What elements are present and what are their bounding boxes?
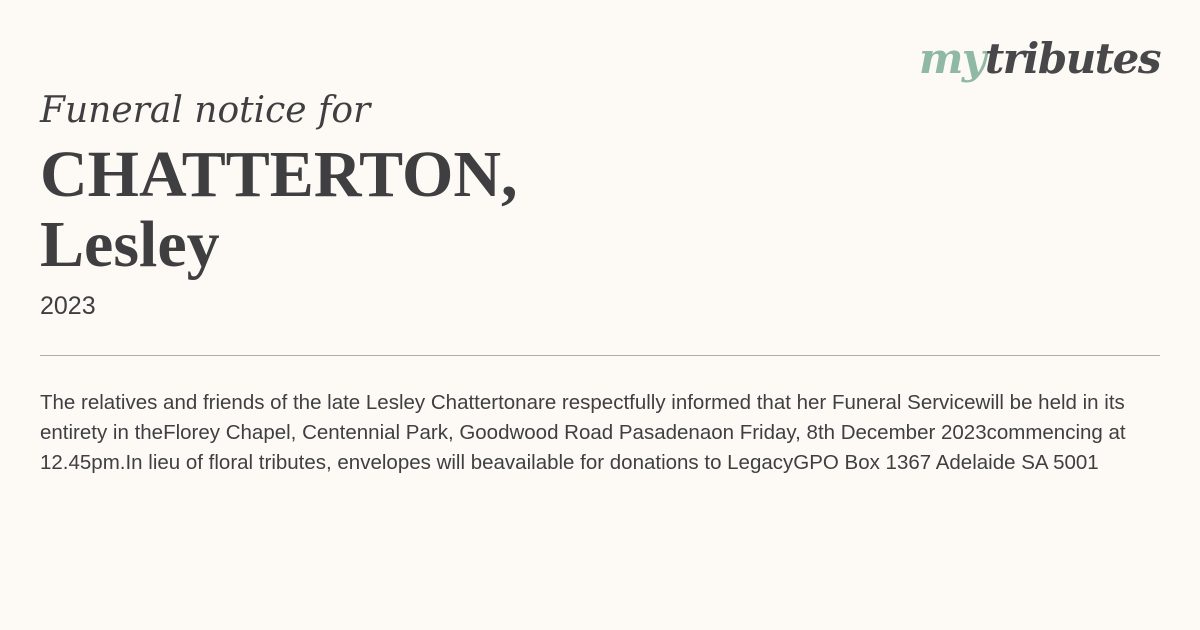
- logo-text-tributes: tributes: [984, 34, 1160, 83]
- notice-body: The relatives and friends of the late Lesley Chattertonare respectfully informed that her Funeral Servicewill be held in its entirety in theFlorey Chapel, Centennial Park, Goodwood Road Pasadenaon Friday, 8th December 2023commencing at 12.45pm.In lieu of floral tributes, envelopes will beavailable for donations to LegacyGPO Box 1367 Adelaide SA 5001: [40, 391, 1126, 474]
- notice-year: 2023: [40, 292, 96, 320]
- logo-text-my: my: [918, 34, 985, 83]
- deceased-name: [40, 140, 518, 280]
- mytributes-logo[interactable]: [919, 34, 1160, 84]
- deceased-surname: CHATTERTON,: [40, 138, 518, 211]
- notice-subtitle: Funeral notice for: [40, 90, 371, 131]
- deceased-given-name: Lesley: [40, 208, 220, 281]
- divider: [40, 355, 1160, 356]
